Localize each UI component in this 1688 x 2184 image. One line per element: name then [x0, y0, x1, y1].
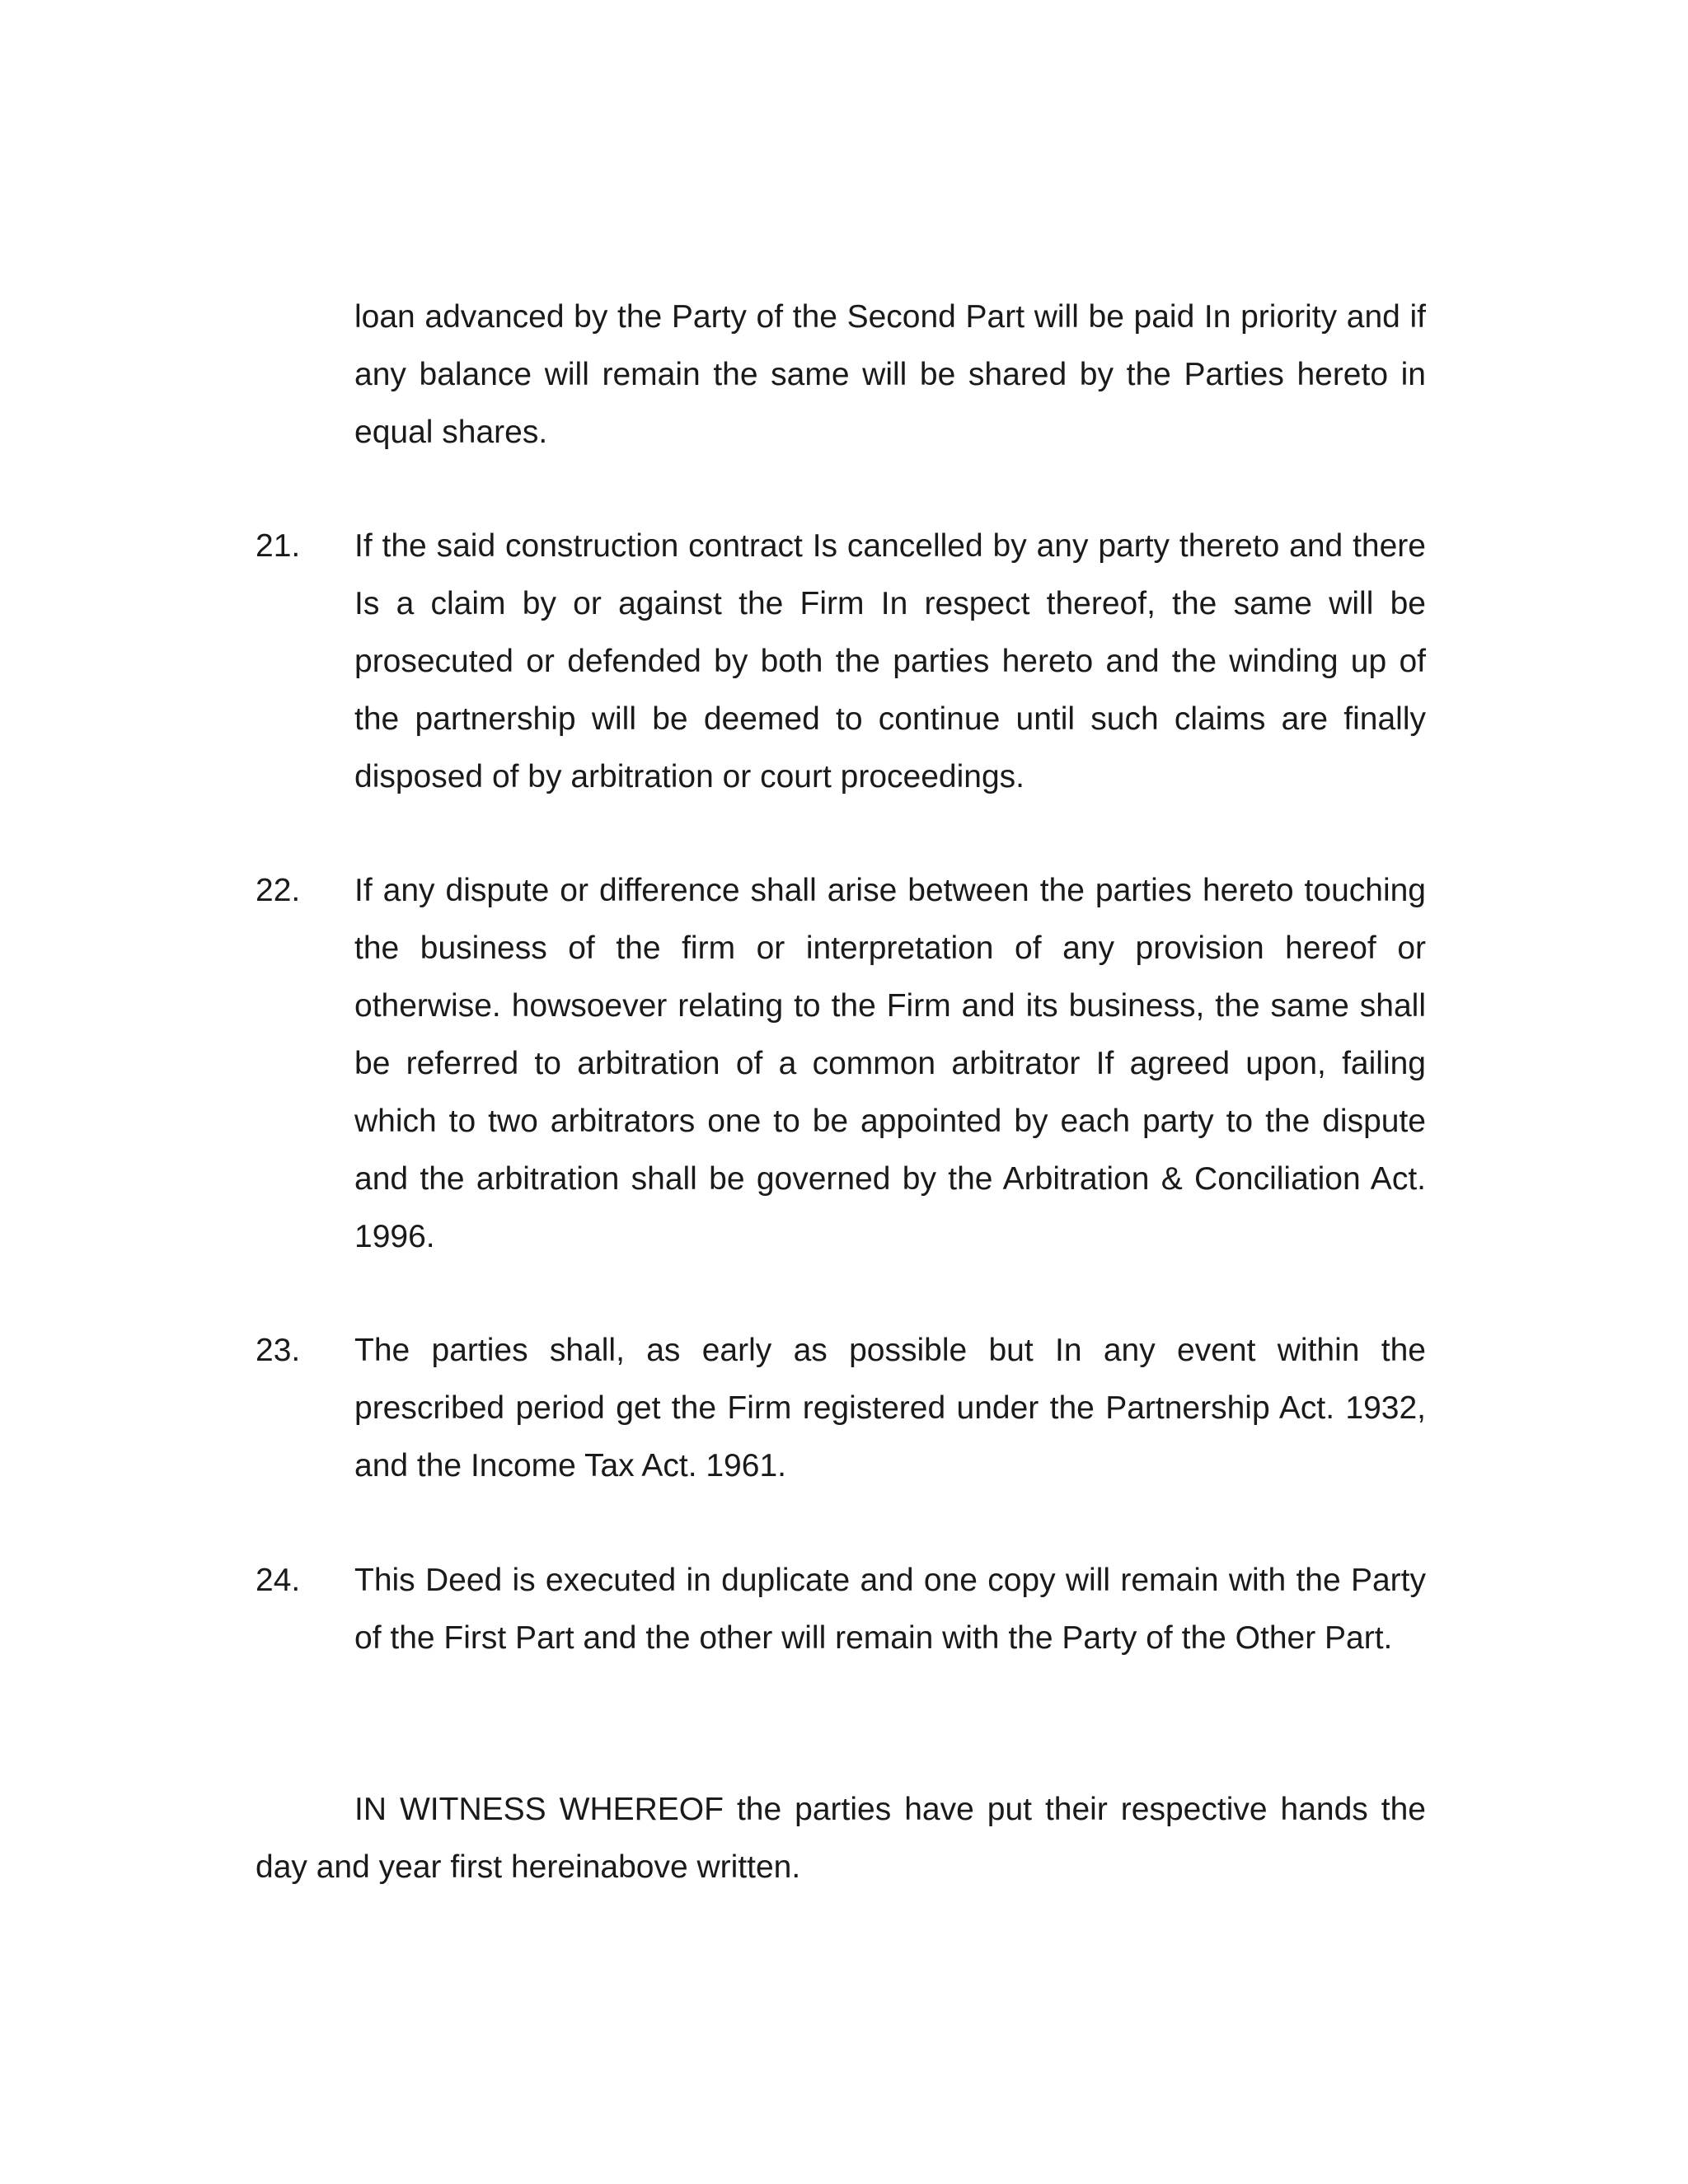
clause-text-24: This Deed is executed in duplicate and one copy will remain with the Party of the First Part and the other will remain with the Party of the Other Part. [354, 1563, 1426, 1656]
clause-text-22: If any dispute or difference shall arise between the parties hereto touching the business of the firm or interpretation of any provision hereof or otherwise. howsoever relating to the Firm and its business, the same shall be referred to arbitration of a common arbitrator If agreed upon, failing which to two arbitrators one to be appointed by each party to the dispute and the arbitration shall be governed by the Arbitration & Conciliation Act. 1996. [354, 873, 1426, 1254]
clause-number-24: 24. [256, 1563, 301, 1598]
clause-number-23: 23. [256, 1333, 301, 1368]
clause-text-23: The parties shall, as early as possible but In any event within the prescribed period get the Firm registered under the Partnership Act. 1932, and the Income Tax Act. 1961. [354, 1333, 1426, 1483]
clause-text-21: If the said construction contract Is cancelled by any party thereto and there Is a claim by or against the Firm In respect thereof, the same will be prosecuted or defended by both the parties hereto and the winding up of the partnership will be deemed to continue until such claims are finally disposed of by arbitration or court proceedings. [354, 528, 1426, 794]
clause-number-21: 21. [256, 528, 301, 564]
clause-number-22: 22. [256, 873, 301, 908]
continuation-paragraph: loan advanced by the Party of the Second Part will be paid In priority and if any balance will remain the same will be shared by the Parties hereto in equal shares. [354, 299, 1426, 450]
witness-paragraph: IN WITNESS WHEREOF the parties have put their respective hands the day and year first hereinabove written. [256, 1792, 1426, 1885]
